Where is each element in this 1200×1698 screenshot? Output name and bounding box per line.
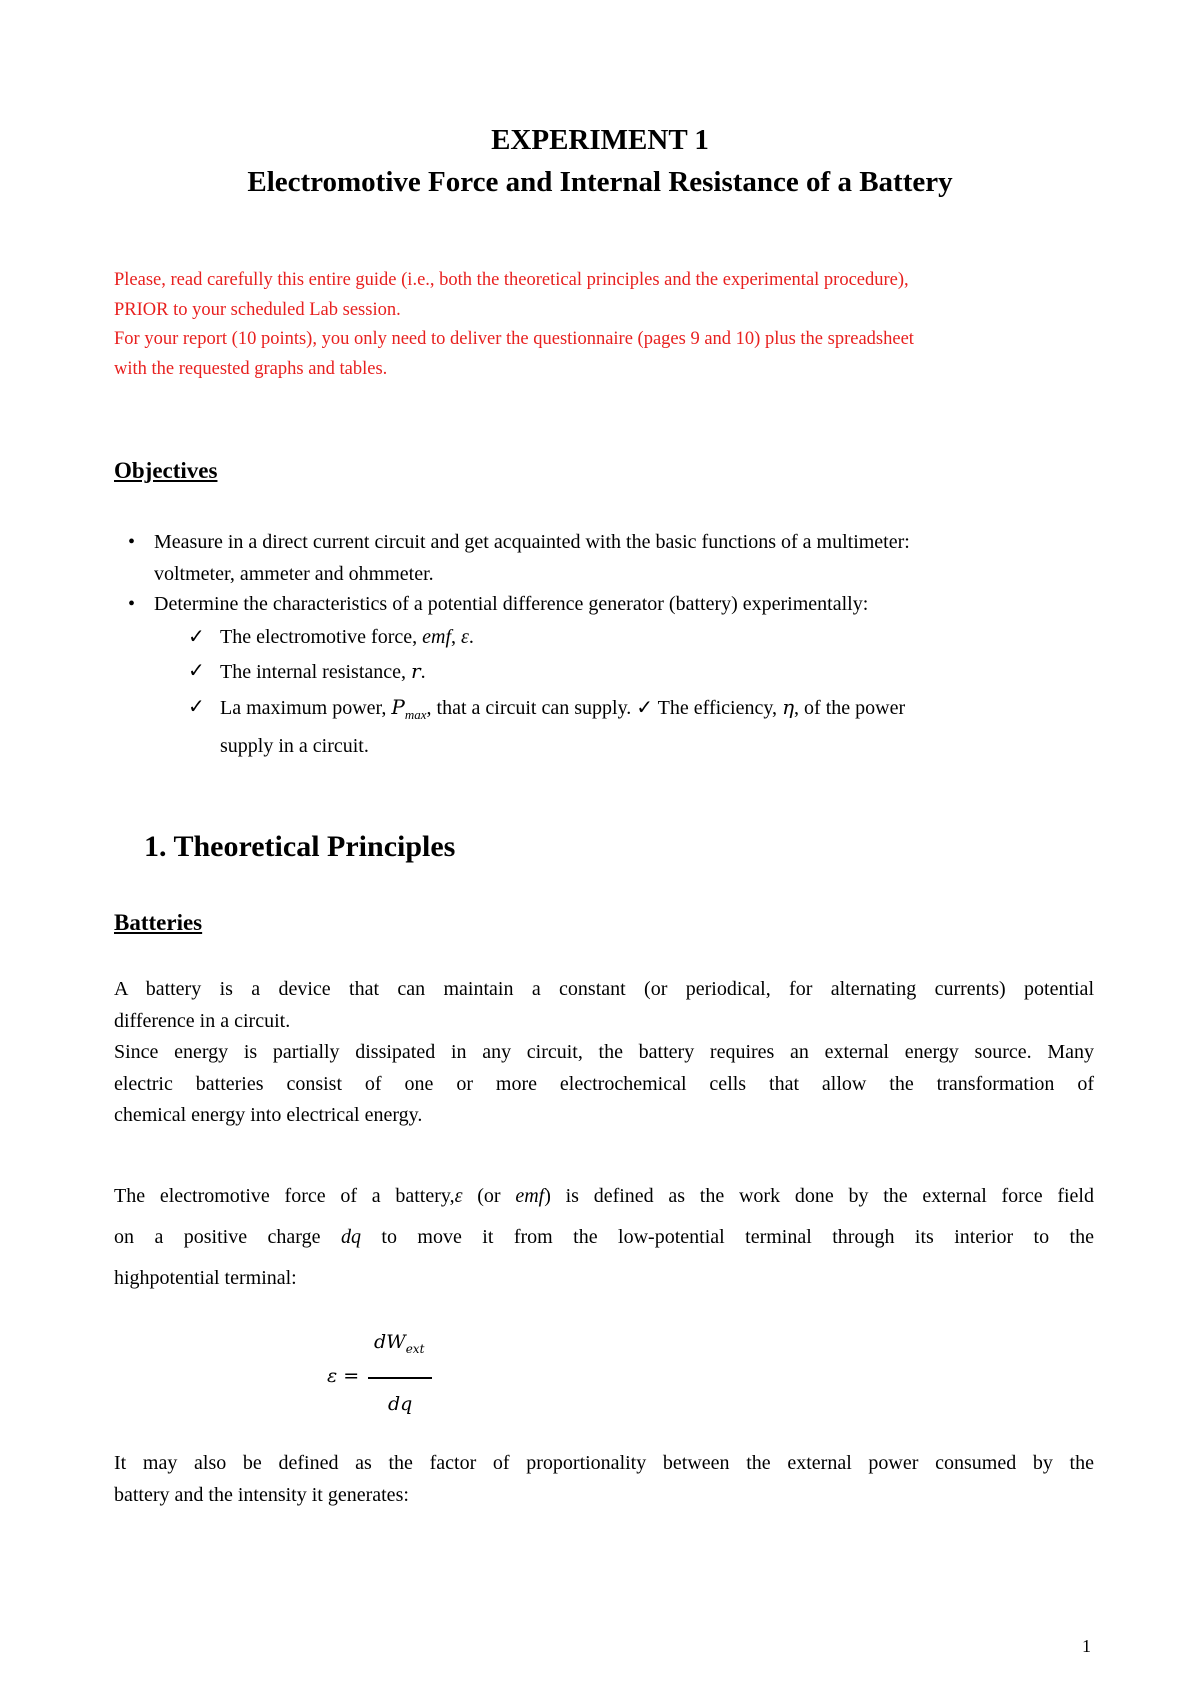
bullet-text: Measure in a direct current circuit and get acquainted with the basic functions of a multimeter: — [154, 531, 910, 553]
text-line: A battery is a device that can maintain a constant (or periodical, for alternating currents) potential — [114, 978, 1094, 1000]
text-part: ) is defined as the work done by the external force field — [544, 1185, 1094, 1207]
check-text-mid: , that a circuit can supply. ✓ The efficiency, — [426, 697, 783, 719]
numerator-text: dW — [374, 1331, 406, 1353]
check-icon: ✓ — [188, 696, 205, 718]
check-text-end: . — [420, 661, 426, 683]
epsilon-symbol: ε — [461, 626, 469, 648]
batteries-heading: Batteries — [114, 910, 203, 935]
dq-symbol: dq — [340, 1226, 361, 1248]
check-text: The internal resistance, — [220, 661, 412, 683]
experiment-number: EXPERIMENT 1 — [491, 124, 709, 156]
text-line: It may also be defined as the factor of proportionality between the external power consumed by the — [114, 1452, 1094, 1474]
equation-lhs: ε = — [327, 1365, 360, 1387]
check-icon: ✓ — [188, 660, 205, 682]
text-line: difference in a circuit. — [114, 1009, 291, 1032]
p-subscript: max — [404, 707, 427, 722]
emf-symbol: emf — [515, 1185, 545, 1207]
check-icon: ✓ — [188, 626, 205, 648]
section-heading: 1. Theoretical Principles — [144, 830, 456, 863]
objectives-heading: Objectives — [114, 458, 218, 483]
equation-denominator: dq — [388, 1393, 413, 1415]
check-text-sep: , — [451, 626, 462, 648]
document-title: Electromotive Force and Internal Resistance of a Battery — [247, 166, 953, 198]
text-line: highpotential terminal: — [114, 1267, 297, 1289]
eta-symbol: η — [782, 695, 795, 719]
text-part: to move it from the low-potential terminal through its interior to the — [360, 1226, 1094, 1248]
check-text-line: supply in a circuit. — [220, 734, 369, 757]
paragraph-emf-definition — [114, 1176, 1094, 1299]
paragraph-battery-definition — [114, 974, 1094, 1132]
notice-line: with the requested graphs and tables. — [114, 358, 388, 379]
bullet-symbol: • — [128, 593, 136, 615]
emf-symbol: emf — [422, 626, 452, 648]
notice-line: Please, read carefully this entire guide (i.e., both the theoretical principles and the experimental procedure), — [114, 270, 909, 290]
bullet-text: Determine the characteristics of a potential difference generator (battery) experimentally: — [154, 593, 869, 615]
p-symbol: P — [391, 695, 405, 719]
epsilon-symbol: ε — [454, 1185, 463, 1207]
fraction-bar — [368, 1377, 432, 1379]
r-symbol: r — [411, 659, 421, 683]
equation-numerator — [374, 1331, 424, 1356]
text-part: The electromotive force of a battery, — [114, 1185, 455, 1207]
text-line — [114, 1217, 1094, 1258]
bullet-text: voltmeter, ammeter and ohmmeter. — [154, 562, 434, 585]
check-text: La maximum power, — [220, 697, 392, 719]
text-line: electric batteries consist of one or more electrochemical cells that allow the transformation of — [114, 1072, 1094, 1095]
notice-line: PRIOR to your scheduled Lab session. — [114, 299, 401, 320]
check-text-end: . — [468, 626, 474, 648]
text-line: Since energy is partially dissipated in any circuit, the battery requires an external energy source. Many — [114, 1041, 1094, 1063]
check-text-line — [220, 692, 1100, 731]
check-text: The electromotive force, — [220, 626, 423, 648]
text-line — [114, 1176, 1094, 1217]
check-text-end: , of the power — [794, 697, 906, 719]
numerator-subscript: ext — [405, 1341, 425, 1356]
notice-report — [114, 325, 1104, 384]
text-part: (or — [462, 1185, 516, 1207]
text-line: chemical energy into electrical energy. — [114, 1104, 423, 1126]
notice-line: For your report (10 points), you only need to deliver the questionnaire (pages 9 and 10) plus the spreadsheet — [114, 329, 914, 349]
bullet-symbol: • — [128, 531, 136, 553]
text-part: on a positive charge — [114, 1226, 341, 1248]
paragraph-proportionality — [114, 1448, 1094, 1511]
text-line: battery and the intensity it generates: — [114, 1483, 409, 1506]
page-number: 1 — [1082, 1636, 1091, 1656]
notice-read-guide — [114, 266, 1104, 325]
